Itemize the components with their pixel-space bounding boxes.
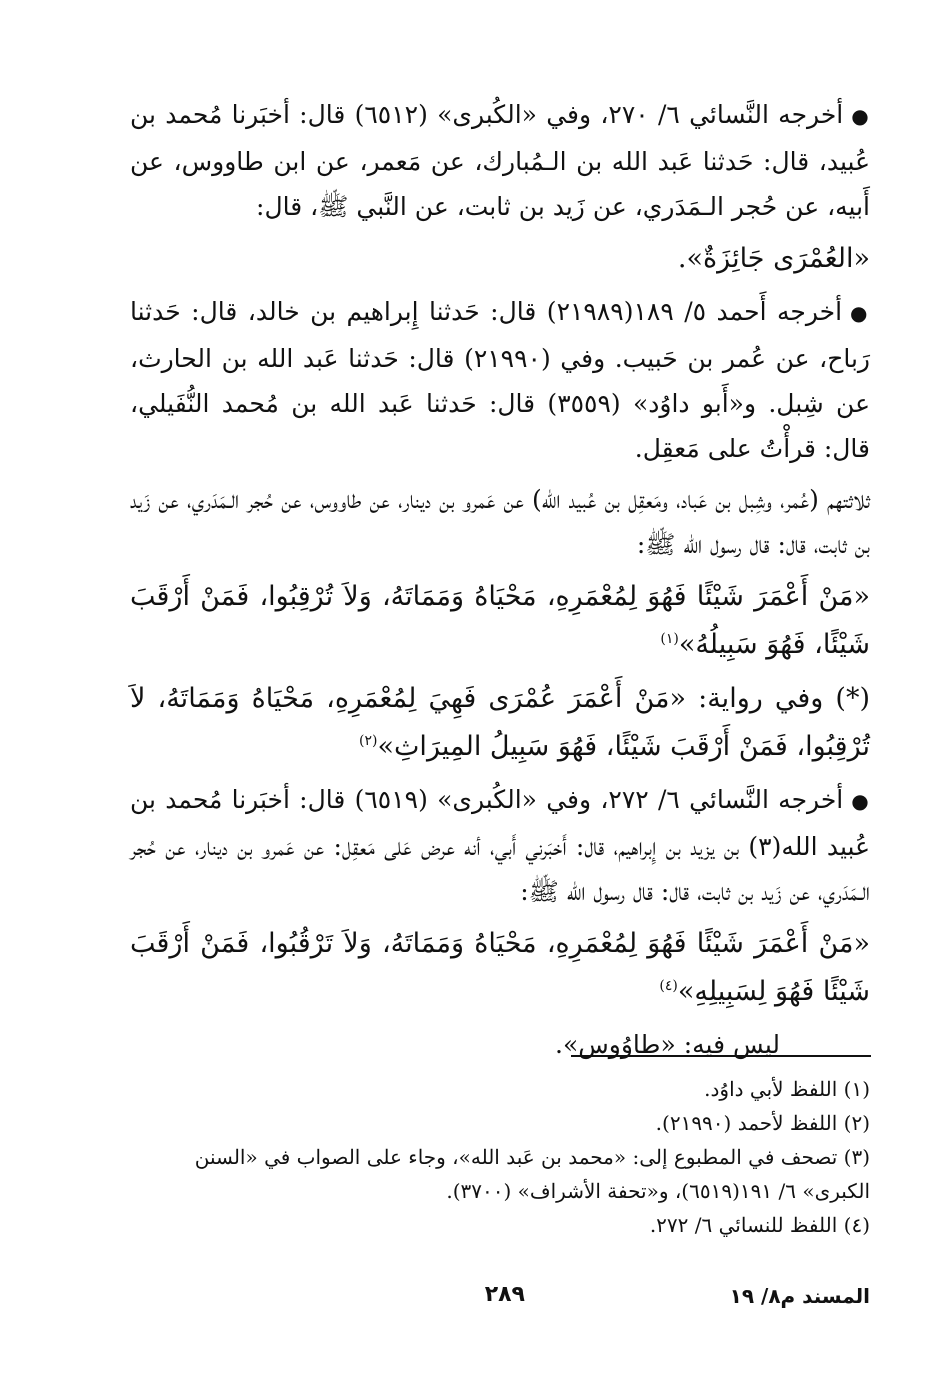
hadith-quote-3 bbox=[130, 920, 870, 1016]
bullet-icon: ● bbox=[850, 301, 871, 325]
paragraph-text: «مَنْ أَعْمَرَ شَيْئًا فَهُوَ لِمُعْمَرِهِ، مَحْيَاهُ وَمَمَاتَهُ، وَلاَ تُرْقِبُوا، فَمَنْ أَرْقَبَ شَيْئًا، فَهُوَ سَبِيلُهُ» bbox=[130, 581, 870, 660]
paragraph-text: أخرجه أَحمد ٥/ ١٨٩(٢١٩٨٩) قال: حَدثنا إِبراهيم بن خالد، قال: حَدثنا رَباح، عن عُمر بن حَبيب. وفي (٢١٩٩٠) قال: حَدثنا عَبد الله بن الحارث، عن شِبل. و«أَبو داوُد» (٣٥٥٩) قال: حَدثنا عَبد الله بن مُحمد النُّفَيلي، قال: قرأْتُ على مَعقِل. bbox=[130, 297, 870, 463]
footnote-ref[interactable]: (٢) bbox=[359, 733, 378, 749]
paragraph-note bbox=[130, 1022, 870, 1067]
paragraph-3 bbox=[130, 477, 870, 567]
footnote-4: (٤) اللفظ للنسائي ٦/ ٢٧٢. bbox=[649, 1213, 870, 1237]
footnote-divider bbox=[571, 1055, 871, 1057]
footnote-ref[interactable]: (٤) bbox=[659, 978, 678, 994]
paragraph-text: «العُمْرَى جَائِزَةٌ». bbox=[677, 243, 870, 274]
page-number: ٢٨٩ bbox=[484, 1282, 525, 1307]
footnote-1: (١) اللفظ لأبي داوُد. bbox=[704, 1077, 870, 1101]
riwaya-quote bbox=[130, 675, 870, 771]
footnote-ref[interactable]: (١) bbox=[660, 631, 679, 647]
footnote-3: (٣) تصحف في المطبوع إلى: «محمد بن عَبد الله»، وجاء على الصواب في «السنن الكبرى» ٦/ ١٩١(٦٥١٩)، و«تحفة الأشراف» (٣٧٠٠). bbox=[194, 1145, 870, 1203]
hadith-quote-2 bbox=[130, 573, 870, 669]
paragraph-2 bbox=[130, 289, 870, 471]
paragraph-1 bbox=[130, 92, 870, 229]
paragraph-text: «مَنْ أَعْمَرَ شَيْئًا فَهُوَ لِمُعْمَرِهِ، مَحْيَاهُ وَمَمَاتَهُ، وَلاَ تَرْقُبُوا، فَمَنْ أَرْقَبَ شَيْئًا فَهُوَ لِسَبِيلِهِ» bbox=[130, 928, 870, 1007]
volume-signature: المسند م٨/ ١٩ bbox=[729, 1284, 870, 1308]
bullet-icon: ● bbox=[851, 789, 870, 813]
paragraph-text: (*) وفي رواية: «مَنْ أَعْمَرَ عُمْرَى فَهِيَ لِمُعْمَرِهِ، مَحْيَاهُ وَمَمَاتَهُ، لاَ تُرْقِبُوا، فَمَنْ أَرْقَبَ شَيْئًا، فَهُوَ سَبِيلُ المِيرَاثِ» bbox=[130, 683, 870, 762]
paragraph-text: ثلاثتهم (عُمر، وشِبل بن عَباد، ومَعقِل بن عُبيد الله) عن عَمرو بن دينار، عن طاووس، عن حُجر الـمَدَري، عن زَيد بن ثابت، قال: قال رسول الله ﷺ: bbox=[130, 485, 870, 559]
paragraph-text: ليس فيه: «طاوُوس». bbox=[555, 1030, 780, 1059]
main-text bbox=[130, 92, 870, 1073]
paragraph-text: أخرجه النَّسائي ٦/ ٢٧٠، وفي «الكُبرى» (٦٥١٢) قال: أخبَرنا مُحمد بن عُبيد، قال: حَدثنا عَبد الله بن الـمُبارك، عن مَعمر، عن ابن طاووس، عن أَبيه، عن حُجر الـمَدَري، عن زَيد بن ثابت، عن النَّبي ﷺ، قال: bbox=[130, 100, 870, 221]
footnotes bbox=[130, 1072, 870, 1242]
paragraph-text: أخرجه النَّسائي ٦/ ٢٧٢، وفي «الكُبرى» (٦٥١٩) قال: أخبَرنا مُحمد بن عُبيد الله(٣) بن يزيد بن إِبراهيم، قال: أَخبَرني أَبي، أنه عرض عَلى مَعقِل: عن عَمرو بن دينار، عن حُجر الـمَدَري، عن زَيد بن ثابت، قال: قال رسول الله ﷺ: bbox=[130, 785, 870, 906]
paragraph-4 bbox=[130, 777, 870, 914]
footnote-2: (٢) اللفظ لأحمد (٢١٩٩٠). bbox=[655, 1111, 870, 1135]
bullet-icon: ● bbox=[851, 104, 870, 128]
hadith-quote-1 bbox=[130, 235, 870, 283]
